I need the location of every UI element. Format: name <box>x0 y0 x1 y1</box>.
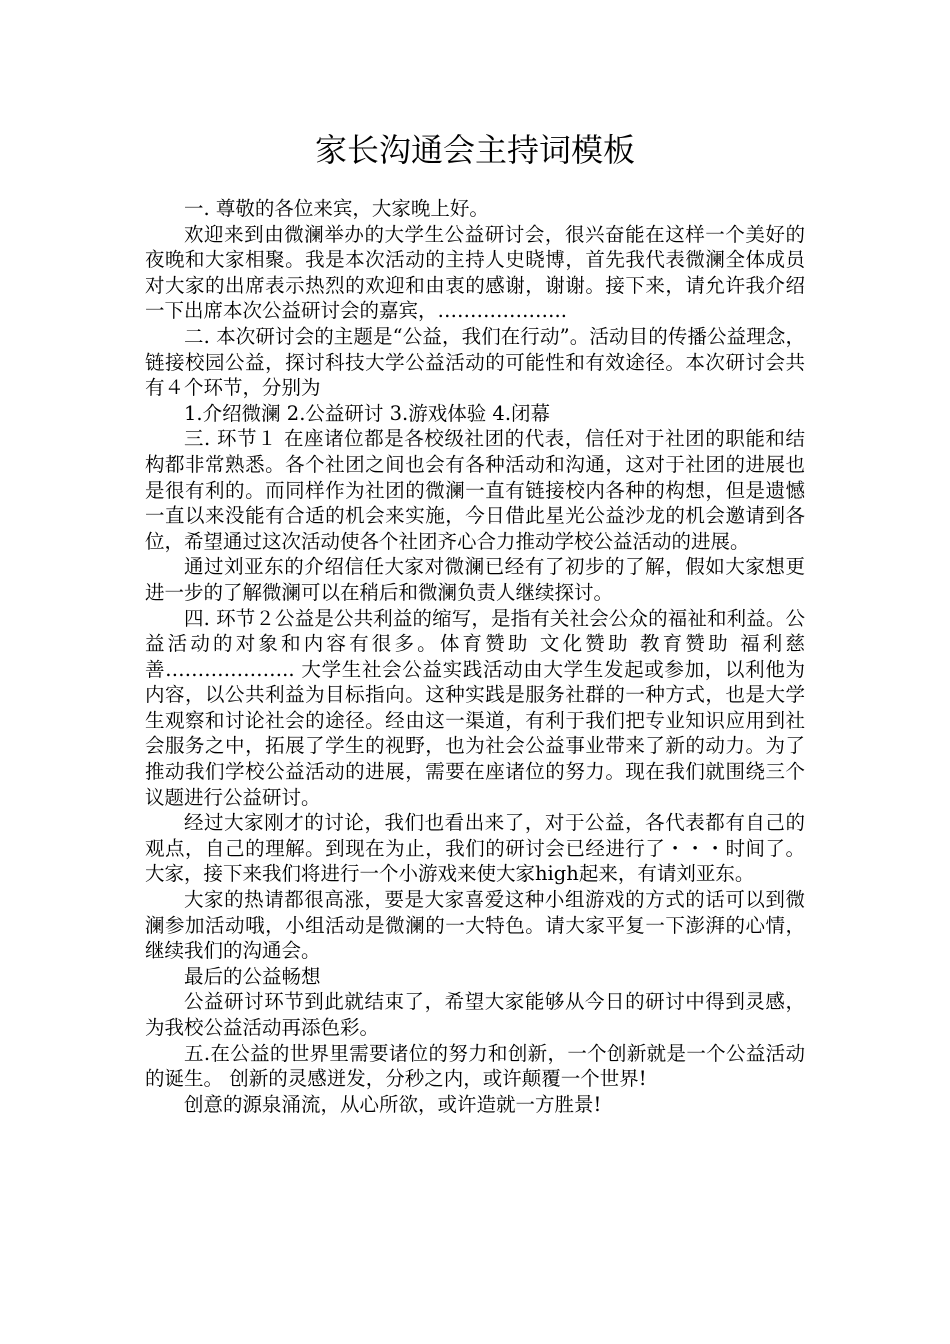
paragraph: 经过大家刚才的讨论，我们也看出来了，对于公益，各代表都有自己的观点，自己的理解。到现在为止，我们的研讨会已经进行了・・・时间了。大家，接下来我们将进行一个小游戏来使大家high起来，有请刘亚东。 <box>145 811 805 886</box>
paragraph: 1.介绍微澜 2.公益研讨 3.游戏体验 4.闭幕 <box>184 401 551 425</box>
paragraph: 欢迎来到由微澜举办的大学生公益研讨会，很兴奋能在这样一个美好的夜晚和大家相聚。我是本次活动的主持人史晓博，首先我代表微澜全体成员对大家的出席表示热烈的欢迎和由衷的感谢，谢谢。接下来，请允许我介绍一下出席本次公益研讨会的嘉宾，……………….. <box>145 222 805 323</box>
paragraph: 五.在公益的世界里需要诸位的努力和创新，一个创新就是一个公益活动的诞生。 创新的灵感迸发，分秒之内，或许颠覆一个世界! <box>145 1041 805 1091</box>
document-title: 家长沟通会主持词模板 <box>314 131 635 169</box>
paragraph: 三. 环节１ 在座诸位都是各校级社团的代表，信任对于社团的职能和结构都非常熟悉。各个社团之间也会有各种活动和沟通，这对于社团的进展也是很有利的。而同样作为社团的微澜一直有链接校内各种的构想，但是遗憾一直以来没能有合适的机会来实施，今日借此星光公益沙龙的机会邀请到各位，希望通过这次活动使各个社团齐心合力推动学校公益活动的进展。 <box>145 427 805 553</box>
paragraph: 四. 环节２公益是公共利益的缩写，是指有关社会公众的福祉和利益。公益活动的对象和内容有很多。体育赞助 文化赞助 教育赞助 福利慈善……………….. 大学生社会公益实践活动由大学生发起或参加，以利他为内容，以公共利益为目标指向。这种实践是服务社群的一种方式，也是大学生观察和讨论社会的途径。经由这一渠道，有利于我们把专业知识应用到社会服务之中，拓展了学生的视野，也为社会公益事业带来了新的动力。为了推动我们学校公益活动的进展，需要在座诸位的努力。现在我们就围绕三个议题进行公益研讨。 <box>145 606 805 809</box>
document-body <box>145 196 805 1117</box>
paragraph: 二. 本次研讨会的主题是“公益，我们在行动”。活动目的传播公益理念，链接校园公益，探讨科技大学公益活动的可能性和有效途径。本次研讨会共有４个环节，分别为 <box>145 324 805 400</box>
paragraph: 创意的源泉涌流，从心所欲，或许造就一方胜景! <box>184 1092 602 1116</box>
paragraph: 公益研讨环节到此就结束了，希望大家能够从今日的研讨中得到灵感，为我校公益活动再添色彩。 <box>145 990 805 1039</box>
paragraph: 大家的热请都很高涨，要是大家喜爱这种小组游戏的方式的话可以到微澜参加活动哦，小组活动是微澜的一大特色。请大家平复一下澎湃的心情，继续我们的沟通会。 <box>145 888 805 963</box>
paragraph: 最后的公益畅想 <box>184 964 321 988</box>
paragraph: 通过刘亚东的介绍信任大家对微澜已经有了初步的了解，假如大家想更进一步的了解微澜可以在稍后和微澜负责人继续探讨。 <box>145 555 805 604</box>
paragraph: 一. 尊敬的各位来宾，大家晚上好。 <box>184 197 489 220</box>
